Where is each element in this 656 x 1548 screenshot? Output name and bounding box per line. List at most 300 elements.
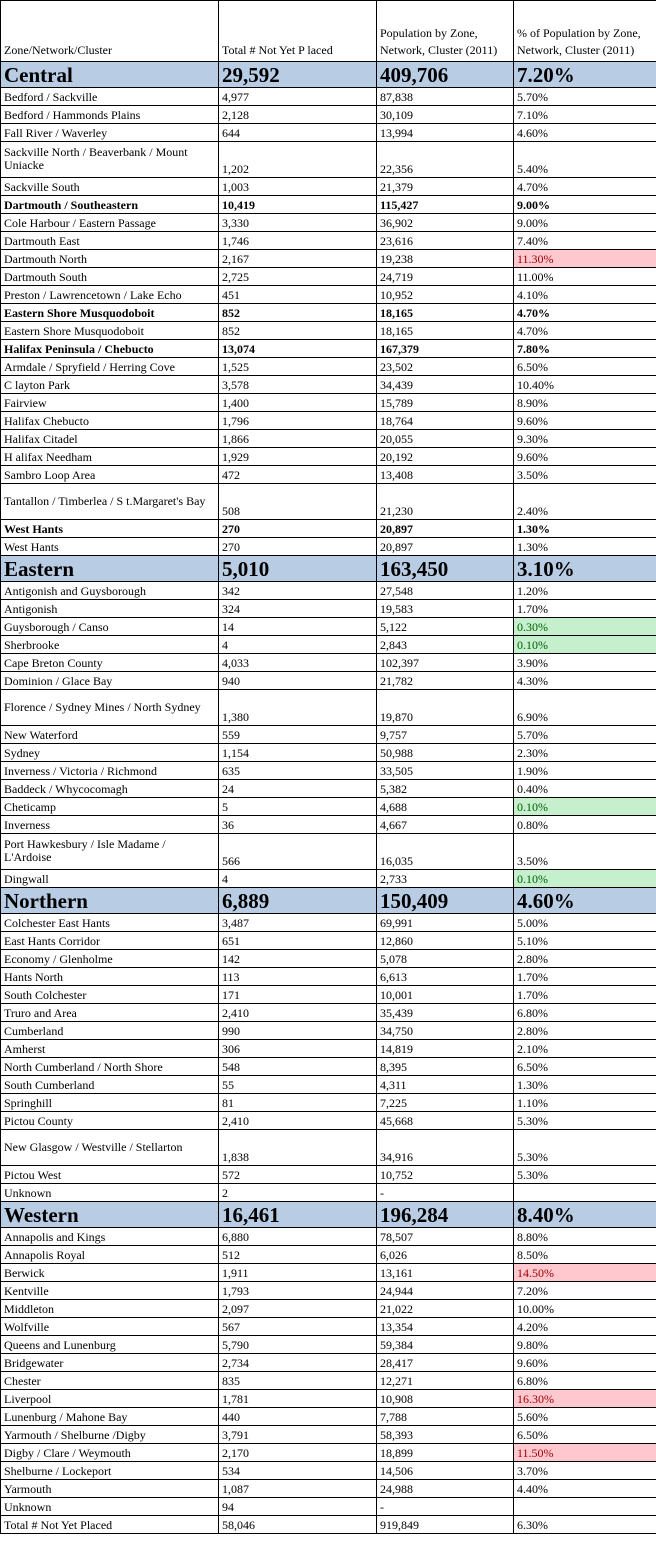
cell-percent: 9.60%	[514, 448, 656, 466]
cell-percent: 9.00%	[514, 214, 656, 232]
cell-name: Berwick	[1, 1264, 219, 1282]
cell-population: 19,870	[377, 690, 514, 726]
cell-name: Sydney	[1, 744, 219, 762]
cell-total: 566	[219, 834, 377, 870]
zone-row	[1, 556, 656, 582]
cell-percent: 3.90%	[514, 654, 656, 672]
cell-percent: 5.30%	[514, 1166, 656, 1184]
cell-population: 9,757	[377, 726, 514, 744]
cell-total: 6,880	[219, 1228, 377, 1246]
cell-population: 20,897	[377, 520, 514, 538]
cell-name: Lunenburg / Mahone Bay	[1, 1408, 219, 1426]
cell-percent: 4.10%	[514, 286, 656, 304]
cell-population: 45,668	[377, 1112, 514, 1130]
cell-name: Inverness	[1, 816, 219, 834]
cell-population: 13,408	[377, 466, 514, 484]
cell-total: 1,003	[219, 178, 377, 196]
cell-total: 2,128	[219, 106, 377, 124]
cell-percent: 11.00%	[514, 268, 656, 286]
cell-total: 1,202	[219, 142, 377, 178]
cell-name: Wolfville	[1, 1318, 219, 1336]
cell-name: Armdale / Spryfield / Herring Cove	[1, 358, 219, 376]
table-row	[1, 1130, 656, 1166]
cell-population: 7,788	[377, 1408, 514, 1426]
cell-population: 6,026	[377, 1246, 514, 1264]
cell-percent: 1.70%	[514, 600, 656, 618]
cell-percent: 10.40%	[514, 376, 656, 394]
cell-name: Antigonish	[1, 600, 219, 618]
cell-total: 2	[219, 1184, 377, 1202]
cell-total: 2,167	[219, 250, 377, 268]
cell-population: 5,122	[377, 618, 514, 636]
cell-name: Central	[1, 62, 219, 88]
cell-total: 171	[219, 986, 377, 1004]
cell-total: 572	[219, 1166, 377, 1184]
cell-percent: 6.30%	[514, 1516, 656, 1534]
cell-total: 1,838	[219, 1130, 377, 1166]
cell-name: Hants North	[1, 968, 219, 986]
cell-name: North Cumberland / North Shore	[1, 1058, 219, 1076]
cell-population: 18,165	[377, 322, 514, 340]
cell-population: 19,583	[377, 600, 514, 618]
cell-population: 4,311	[377, 1076, 514, 1094]
cell-population: 59,384	[377, 1336, 514, 1354]
cell-population: 12,271	[377, 1372, 514, 1390]
cell-total: 1,525	[219, 358, 377, 376]
cell-name: Baddeck / Whycocomagh	[1, 780, 219, 798]
cell-percent: 9.00%	[514, 196, 656, 214]
cell-name: South Cumberland	[1, 1076, 219, 1094]
table-row	[1, 1498, 656, 1516]
cell-percent: 2.10%	[514, 1040, 656, 1058]
table-row	[1, 1336, 656, 1354]
cell-population: 2,733	[377, 870, 514, 888]
cell-total: 852	[219, 322, 377, 340]
cell-population: 20,897	[377, 538, 514, 556]
cell-percent: 4.20%	[514, 1318, 656, 1336]
table-row	[1, 870, 656, 888]
cell-population: 21,230	[377, 484, 514, 520]
header-percent: % of Population by Zone, Network, Cluster (2011)	[514, 1, 656, 62]
cell-total: 1,796	[219, 412, 377, 430]
cell-name: Annapolis Royal	[1, 1246, 219, 1264]
cell-percent: 7.20%	[514, 1282, 656, 1300]
cell-total: 4	[219, 636, 377, 654]
cell-population: 23,616	[377, 232, 514, 250]
table-row	[1, 798, 656, 816]
cell-percent: 0.10%	[514, 636, 656, 654]
cell-total: 270	[219, 520, 377, 538]
cell-percent: 9.80%	[514, 1336, 656, 1354]
cell-percent: 6.80%	[514, 1004, 656, 1022]
cell-population: 5,382	[377, 780, 514, 798]
cell-name: Halifax Peninsula / Chebucto	[1, 340, 219, 358]
cell-name: Northern	[1, 888, 219, 914]
cell-population: 10,752	[377, 1166, 514, 1184]
cell-percent: 8.40%	[514, 1202, 656, 1228]
cell-percent: 5.30%	[514, 1130, 656, 1166]
cell-percent: 0.10%	[514, 798, 656, 816]
cell-name: C layton Park	[1, 376, 219, 394]
cell-percent: 2.80%	[514, 1022, 656, 1040]
cell-percent: 1.30%	[514, 1076, 656, 1094]
cell-population: 7,225	[377, 1094, 514, 1112]
table-row	[1, 968, 656, 986]
cell-percent: 3.50%	[514, 834, 656, 870]
cell-total: 5,790	[219, 1336, 377, 1354]
cell-percent: 4.40%	[514, 1480, 656, 1498]
cell-name: New Glasgow / Westville / Stellarton	[1, 1130, 219, 1166]
cell-name: Dartmouth South	[1, 268, 219, 286]
cell-name: Florence / Sydney Mines / North Sydney	[1, 690, 219, 726]
cell-total: 512	[219, 1246, 377, 1264]
cell-percent	[514, 1184, 656, 1202]
cell-total: 4	[219, 870, 377, 888]
cell-percent: 1.90%	[514, 762, 656, 780]
cell-total: 1,866	[219, 430, 377, 448]
cell-total: 3,487	[219, 914, 377, 932]
table-row	[1, 1480, 656, 1498]
cell-percent: 3.70%	[514, 1462, 656, 1480]
cell-total: 2,097	[219, 1300, 377, 1318]
network-row	[1, 196, 656, 214]
cell-population: 27,548	[377, 582, 514, 600]
cell-name: New Waterford	[1, 726, 219, 744]
cell-name: East Hants Corridor	[1, 932, 219, 950]
cell-population: 24,719	[377, 268, 514, 286]
cell-total: 2,725	[219, 268, 377, 286]
cell-name: Digby / Clare / Weymouth	[1, 1444, 219, 1462]
cell-percent: 0.30%	[514, 618, 656, 636]
cell-total: 3,791	[219, 1426, 377, 1444]
table-row	[1, 582, 656, 600]
cell-name: Yarmouth	[1, 1480, 219, 1498]
cell-total: 10,419	[219, 196, 377, 214]
cell-percent: 6.50%	[514, 1426, 656, 1444]
cell-total: 81	[219, 1094, 377, 1112]
cell-name: Middleton	[1, 1300, 219, 1318]
table-row	[1, 1426, 656, 1444]
cell-percent: 7.40%	[514, 232, 656, 250]
cell-population: 919,849	[377, 1516, 514, 1534]
cell-percent: 5.40%	[514, 142, 656, 178]
cell-total: 1,154	[219, 744, 377, 762]
cell-name: Sackville South	[1, 178, 219, 196]
cell-population: 4,688	[377, 798, 514, 816]
cell-percent: 0.10%	[514, 870, 656, 888]
table-row	[1, 834, 656, 870]
cell-name: Shelburne / Lockeport	[1, 1462, 219, 1480]
cell-total: 1,400	[219, 394, 377, 412]
table-body	[1, 1, 656, 1534]
table-row	[1, 1076, 656, 1094]
table-row	[1, 178, 656, 196]
cell-name: Bedford / Hammonds Plains	[1, 106, 219, 124]
table-row	[1, 1184, 656, 1202]
cell-name: Bridgewater	[1, 1354, 219, 1372]
table-row	[1, 1040, 656, 1058]
cell-percent: 9.30%	[514, 430, 656, 448]
cell-percent: 3.10%	[514, 556, 656, 582]
cell-total: 1,380	[219, 690, 377, 726]
cell-population: 15,789	[377, 394, 514, 412]
cell-total: 36	[219, 816, 377, 834]
cell-percent: 6.80%	[514, 1372, 656, 1390]
cell-name: Bedford / Sackville	[1, 88, 219, 106]
cell-name: Eastern Shore Musquodoboit	[1, 304, 219, 322]
cell-percent: 1.30%	[514, 538, 656, 556]
cell-name: Liverpool	[1, 1390, 219, 1408]
cell-name: Cumberland	[1, 1022, 219, 1040]
cell-population: 18,899	[377, 1444, 514, 1462]
cell-population: 34,750	[377, 1022, 514, 1040]
cell-name: Unknown	[1, 1498, 219, 1516]
table-row	[1, 412, 656, 430]
cell-population: 8,395	[377, 1058, 514, 1076]
cell-total: 2,170	[219, 1444, 377, 1462]
table-row	[1, 1264, 656, 1282]
cell-total: 1,793	[219, 1282, 377, 1300]
cell-name: Fall River / Waverley	[1, 124, 219, 142]
cell-total: 852	[219, 304, 377, 322]
cell-population: 10,952	[377, 286, 514, 304]
cell-population: 4,667	[377, 816, 514, 834]
cell-percent: 16.30%	[514, 1390, 656, 1408]
cell-percent: 14.50%	[514, 1264, 656, 1282]
cell-population: 12,860	[377, 932, 514, 950]
table-row	[1, 538, 656, 556]
network-row	[1, 304, 656, 322]
table-row	[1, 1462, 656, 1480]
cell-percent: 2.30%	[514, 744, 656, 762]
table-row	[1, 466, 656, 484]
cell-name: Halifax Citadel	[1, 430, 219, 448]
cell-total: 58,046	[219, 1516, 377, 1534]
cell-name: Total # Not Yet Placed	[1, 1516, 219, 1534]
cell-percent: 4.60%	[514, 888, 656, 914]
cell-percent: 5.70%	[514, 726, 656, 744]
cell-total: 440	[219, 1408, 377, 1426]
table-row	[1, 286, 656, 304]
cell-percent: 4.60%	[514, 124, 656, 142]
zone-row	[1, 888, 656, 914]
cell-name: Unknown	[1, 1184, 219, 1202]
cell-percent: 5.60%	[514, 1408, 656, 1426]
cell-name: Sackville North / Beaverbank / Mount Uniacke	[1, 142, 219, 178]
cell-name: Inverness / Victoria / Richmond	[1, 762, 219, 780]
cell-name: Cape Breton County	[1, 654, 219, 672]
network-row	[1, 520, 656, 538]
cell-percent: 6.90%	[514, 690, 656, 726]
cell-total: 534	[219, 1462, 377, 1480]
cell-total: 270	[219, 538, 377, 556]
cell-total: 472	[219, 466, 377, 484]
cell-population: 23,502	[377, 358, 514, 376]
table-row	[1, 744, 656, 762]
cell-total: 1,781	[219, 1390, 377, 1408]
cell-population: 16,035	[377, 834, 514, 870]
cell-name: Dartmouth East	[1, 232, 219, 250]
cell-name: Antigonish and Guysborough	[1, 582, 219, 600]
cell-percent: 9.60%	[514, 1354, 656, 1372]
cell-percent: 2.80%	[514, 950, 656, 968]
table-row	[1, 1004, 656, 1022]
table-row	[1, 950, 656, 968]
cell-total: 55	[219, 1076, 377, 1094]
table-header-row	[1, 1, 656, 62]
table-row	[1, 322, 656, 340]
cell-population: -	[377, 1498, 514, 1516]
cell-population: 13,354	[377, 1318, 514, 1336]
table-row	[1, 1022, 656, 1040]
cell-population: 2,843	[377, 636, 514, 654]
cell-total: 2,410	[219, 1004, 377, 1022]
cell-population: -	[377, 1184, 514, 1202]
cell-name: West Hants	[1, 520, 219, 538]
cell-population: 18,165	[377, 304, 514, 322]
cell-name: Pictou West	[1, 1166, 219, 1184]
table-row	[1, 1300, 656, 1318]
cell-name: Cole Harbour / Eastern Passage	[1, 214, 219, 232]
cell-total: 990	[219, 1022, 377, 1040]
cell-name: Western	[1, 1202, 219, 1228]
cell-total: 1,911	[219, 1264, 377, 1282]
cell-name: Amherst	[1, 1040, 219, 1058]
table-row	[1, 448, 656, 466]
table-row	[1, 690, 656, 726]
table-row	[1, 1318, 656, 1336]
cell-total: 342	[219, 582, 377, 600]
cell-percent: 5.10%	[514, 932, 656, 950]
cell-population: 150,409	[377, 888, 514, 914]
table-row	[1, 762, 656, 780]
cell-total: 940	[219, 672, 377, 690]
cell-population: 22,356	[377, 142, 514, 178]
cell-percent: 1.70%	[514, 968, 656, 986]
cell-name: Colchester East Hants	[1, 914, 219, 932]
table-row	[1, 600, 656, 618]
cell-name: Sherbrooke	[1, 636, 219, 654]
cell-population: 69,991	[377, 914, 514, 932]
cell-population: 20,192	[377, 448, 514, 466]
table-row	[1, 914, 656, 932]
cell-total: 3,578	[219, 376, 377, 394]
cell-percent: 1.20%	[514, 582, 656, 600]
cell-population: 24,944	[377, 1282, 514, 1300]
cell-population: 30,109	[377, 106, 514, 124]
cell-percent: 7.10%	[514, 106, 656, 124]
cell-total: 113	[219, 968, 377, 986]
cell-population: 24,988	[377, 1480, 514, 1498]
cell-population: 21,022	[377, 1300, 514, 1318]
cell-name: Dartmouth North	[1, 250, 219, 268]
cell-population: 33,505	[377, 762, 514, 780]
table-row	[1, 1444, 656, 1462]
cell-total: 3,330	[219, 214, 377, 232]
cell-percent: 11.30%	[514, 250, 656, 268]
cell-total: 13,074	[219, 340, 377, 358]
cell-percent: 1.10%	[514, 1094, 656, 1112]
cell-total: 451	[219, 286, 377, 304]
cell-population: 14,506	[377, 1462, 514, 1480]
table-row	[1, 394, 656, 412]
cell-total: 508	[219, 484, 377, 520]
cell-total: 24	[219, 780, 377, 798]
cell-total: 4,977	[219, 88, 377, 106]
table-row	[1, 268, 656, 286]
cell-total: 2,410	[219, 1112, 377, 1130]
cell-percent: 6.50%	[514, 358, 656, 376]
cell-total: 14	[219, 618, 377, 636]
cell-percent: 8.80%	[514, 1228, 656, 1246]
table-row	[1, 214, 656, 232]
cell-total: 4,033	[219, 654, 377, 672]
table-row	[1, 618, 656, 636]
table-row	[1, 250, 656, 268]
cell-population: 18,764	[377, 412, 514, 430]
cell-total: 1,746	[219, 232, 377, 250]
cell-percent: 0.40%	[514, 780, 656, 798]
table-row	[1, 1390, 656, 1408]
cell-name: Truro and Area	[1, 1004, 219, 1022]
cell-total: 324	[219, 600, 377, 618]
cell-population: 10,001	[377, 986, 514, 1004]
table-row	[1, 1058, 656, 1076]
cell-population: 5,078	[377, 950, 514, 968]
cell-percent: 5.30%	[514, 1112, 656, 1130]
cell-name: Preston / Lawrencetown / Lake Echo	[1, 286, 219, 304]
table-row	[1, 726, 656, 744]
cell-total: 635	[219, 762, 377, 780]
cell-total: 2,734	[219, 1354, 377, 1372]
cell-population: 13,994	[377, 124, 514, 142]
table-row	[1, 1516, 656, 1534]
cell-total: 567	[219, 1318, 377, 1336]
table-row	[1, 484, 656, 520]
cell-percent: 4.70%	[514, 178, 656, 196]
cell-population: 34,439	[377, 376, 514, 394]
cell-total: 29,592	[219, 62, 377, 88]
cell-percent: 6.50%	[514, 1058, 656, 1076]
cell-population: 14,819	[377, 1040, 514, 1058]
table-row	[1, 124, 656, 142]
cell-population: 196,284	[377, 1202, 514, 1228]
cell-population: 13,161	[377, 1264, 514, 1282]
table-row	[1, 1166, 656, 1184]
cell-total: 644	[219, 124, 377, 142]
cell-percent: 9.60%	[514, 412, 656, 430]
table-row	[1, 1094, 656, 1112]
cell-name: West Hants	[1, 538, 219, 556]
cell-percent: 5.70%	[514, 88, 656, 106]
cell-name: Yarmouth / Shelburne /Digby	[1, 1426, 219, 1444]
cell-name: Fairview	[1, 394, 219, 412]
table-row	[1, 816, 656, 834]
table-row	[1, 672, 656, 690]
cell-population: 87,838	[377, 88, 514, 106]
table-row	[1, 106, 656, 124]
cell-population: 19,238	[377, 250, 514, 268]
cell-total: 835	[219, 1372, 377, 1390]
cell-population: 28,417	[377, 1354, 514, 1372]
cell-percent: 7.80%	[514, 340, 656, 358]
cell-total: 306	[219, 1040, 377, 1058]
cell-name: Halifax Chebucto	[1, 412, 219, 430]
cell-percent: 4.70%	[514, 304, 656, 322]
cell-percent: 4.70%	[514, 322, 656, 340]
table-row	[1, 780, 656, 798]
cell-percent: 5.00%	[514, 914, 656, 932]
